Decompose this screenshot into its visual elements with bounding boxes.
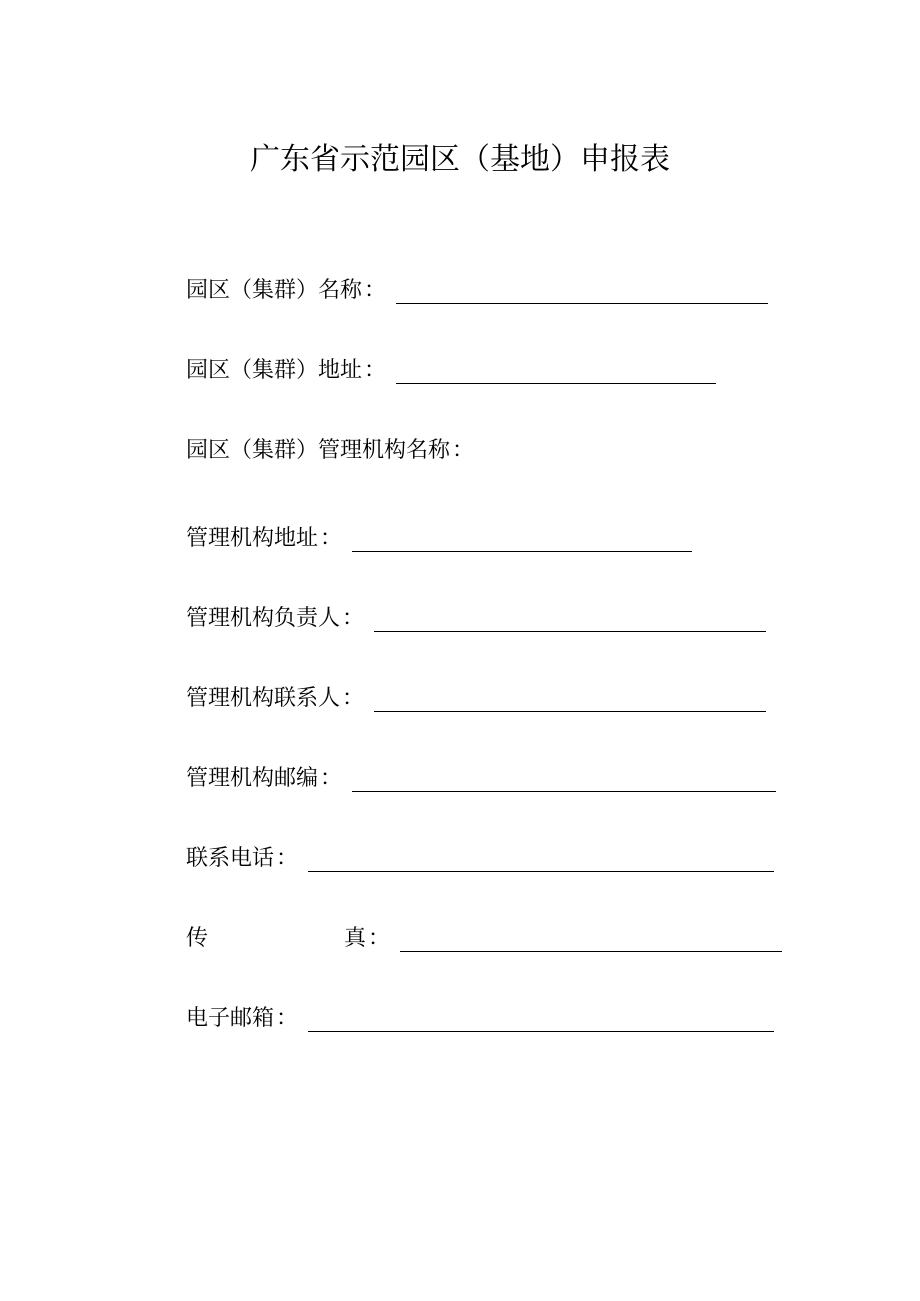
email-input-line[interactable] <box>308 1005 774 1032</box>
mgmt-org-name-colon: ： <box>452 438 475 463</box>
fax-input-line[interactable] <box>400 925 782 952</box>
mgmt-org-name-field <box>186 430 474 466</box>
email-label: 电子邮箱 <box>186 1006 275 1031</box>
phone-label: 联系电话 <box>186 846 275 871</box>
mgmt-org-postcode-field <box>186 758 776 794</box>
mgmt-org-contact-colon: ： <box>342 686 365 711</box>
mgmt-org-name-label: 园区（集群）管理机构名称 <box>186 438 451 463</box>
form-title: 广东省示范园区（基地）申报表 <box>250 142 670 177</box>
mgmt-org-head-label: 管理机构负责人 <box>186 606 341 631</box>
mgmt-org-head-input-line[interactable] <box>374 605 766 632</box>
park-address-colon: ： <box>364 358 387 383</box>
mgmt-org-postcode-input-line[interactable] <box>352 765 776 792</box>
mgmt-org-head-field <box>186 598 766 634</box>
mgmt-org-address-colon: ： <box>320 526 343 551</box>
mgmt-org-contact-field <box>186 678 766 714</box>
fax-field <box>186 918 782 954</box>
fax-label-part1: 传 <box>186 926 209 951</box>
email-colon: ： <box>276 1006 299 1031</box>
park-address-field <box>186 350 716 386</box>
phone-colon: ： <box>276 846 299 871</box>
mgmt-org-postcode-label: 管理机构邮编 <box>186 766 319 791</box>
mgmt-org-contact-input-line[interactable] <box>374 685 766 712</box>
email-field <box>186 998 774 1034</box>
mgmt-org-head-colon: ： <box>342 606 365 631</box>
mgmt-org-contact-label: 管理机构联系人 <box>186 686 341 711</box>
park-name-field <box>186 270 768 306</box>
mgmt-org-postcode-colon: ： <box>320 766 343 791</box>
mgmt-org-address-field <box>186 518 692 554</box>
mgmt-org-address-input-line[interactable] <box>352 525 692 552</box>
park-name-input-line[interactable] <box>396 277 768 304</box>
mgmt-org-address-label: 管理机构地址 <box>186 526 319 551</box>
park-name-label: 园区（集群）名称 <box>186 278 363 303</box>
phone-input-line[interactable] <box>308 845 774 872</box>
park-name-colon: ： <box>364 278 387 303</box>
park-address-label: 园区（集群）地址 <box>186 358 363 383</box>
phone-field <box>186 838 774 874</box>
fax-colon: ： <box>368 926 391 951</box>
fax-label-part2: 真 <box>343 926 366 951</box>
park-address-input-line[interactable] <box>396 357 716 384</box>
fax-label <box>186 924 366 954</box>
